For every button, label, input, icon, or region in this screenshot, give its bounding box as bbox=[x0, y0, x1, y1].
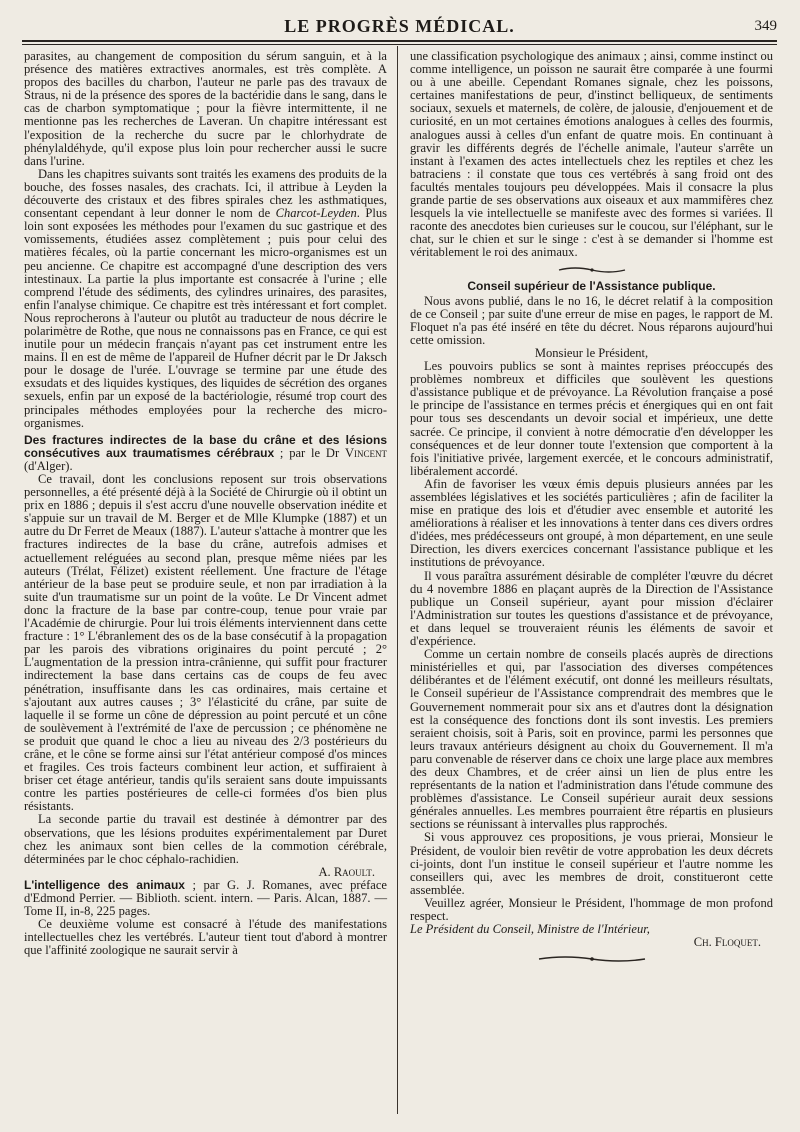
article-heading: L'intelligence des animaux ; par G. J. Romanes, avec préface d'Edmond Perrier. — Biblioth. scient. intern. — Paris. Alcan, 1887. — Tome II, in-8, 225 pages. bbox=[24, 877, 387, 919]
signature: A. Raoult. bbox=[318, 864, 375, 879]
header-rule bbox=[22, 40, 777, 45]
paragraph: Ce travail, dont les conclusions reposent sur trois observations personnelles, a été présenté déjà à la Société de Chirurgie où il obtint un prix en 1886 ; depuis il s'est accru d'une nouvelle observation inédite et s'appuie sur un travail de M. Berger et de Mlle Klumpke (1887) et un autre du Dr Ferret de Meaux (1887). L'auteur s'attache à montrer que les fractures indirectes de la base du crâne, autrefois admises et actuellement reléguées au second plan, presque même niées par les auteurs (Trélat, Félizet) existent réellement. Une fracture de l'étage antérieur de la base peut se produire seule, et non par irradiation à la suite d'un traumatisme sur un point de la voûte. Le Dr Vincent admet donc la fracture de la base par contre-coup, tenue pour vraie par l'Académie de chirurgie. Pour lui trois éléments interviennent dans cette fracture : 1° L'ébranlement des os de la base consécutif à la propagation par les parois des vibrations originaires du point percuté ; 2° L'augmentation de la pression intra-crânienne, qui suffit pour fracturer indirectement la base dans certains cas de coups de feu avec pénétration, insuffisante dans les cas ordinaires, mais certaine et s'ajoutant aux autres causes ; 3° l'élasticité du crâne, par suite de laquelle il se forme un cône de dépression au point percuté et un cône de soulèvement à l'extrémité de l'axe de percussion ; ce phénomène ne se produit que quand le choc a lieu au niveau des 2/3 postérieurs du crâne, et le cône se forme ainsi sur l'état antérieur composé d'os minces et fragiles. Ces trois facteurs combinent leur action, et suffiraient à briser cet étage antérieur, tandis qu'ils seraient sans doute impuissants contre les parties postérieures de celle-ci formées d'os bien plus résistants. bbox=[24, 472, 388, 814]
paragraph: parasites, au changement de composition du sérum sanguin, et à la présence des matières extractives anormales, est très complète. A propos des bacilles du charbon, l'auteur ne parle pas des travaux de Straus, ni de la présence des spores de la bactéridie dans le sang, dans le cas de charbon symptomatique ; pour la fièvre intermittente, il ne mentionne pas les recherches de Laveran. Un chapitre intéressant est l'exposition de la recherche du sucre par le chlorhydrate de phénylaldéhyde, qu'il expose plus loin pour rechercher aussi le sucre dans l'urine. bbox=[24, 49, 387, 168]
left-column bbox=[24, 50, 387, 957]
paragraph: Ce deuxième volume est consacré à l'étude des manifestations intellectuelles chez les vertébrés. L'auteur tient tout d'abord à montrer que l'affinité zoologique ne saurait servir à bbox=[24, 917, 387, 958]
paragraph: Comme un certain nombre de conseils placés auprès de directions ministérielles et qui, par l'association des diverses compétences délibérantes et de l'élément exécutif, ont donné les meilleurs résultats, le Conseil supérieur de l'Assistance comprendrait des membres que le Gouvernement nommerait pour six ans et d'autres dont la désignation est la conséquence des fonctions dont ils sont investis. Les premiers seraient choisis, soit à Paris, soit en province, parmi les personnes que leurs travaux antérieurs désignent au choix du Gouvernement. Il m'a paru convenable de réserver dans ce choix une large place aux membres des deux Chambres, et de créer ainsi un lien de plus entre les représentants de la nation et l'administration dans l'étude commune des problèmes d'assistance. Le Conseil supérieur aurait deux sessions générales annuelles. Les membres pourraient être répartis en plusieurs sections se réunissant à intervalles plus rapprochés. bbox=[410, 647, 773, 832]
paragraph: Dans les chapitres suivants sont traités les examens des produits de la bouche, des fosses nasales, des crachats. Ici, il attribue à Leyden la découverte des cristaux et des fibres spirales chez les asthmatiques, consentant cependant à leur donner le nom de Charcot-Leyden. Plus loin sont exposées les méthodes pour l'examen du suc gastrique et des vomissements, étudiées assez complètement ; puis pour celui des matières fécales, où la partie concernant les micro-organismes est un peu ancienne. Ce chapitre est accompagné d'une description des vers intestinaux. La partie la plus importante est consacrée à l'urine ; elle comprend l'étude des sédiments, des cylindres urinaires, des parasites, enfin l'analyse chimique. Ce chapitre est très intéressant et fort complet. Nous reprocherons à l'auteur ou plutôt au traducteur de nous décrire le polarimètre de Rothe, que nous ne connaissons pas en France, ce qui est inutile pour un médecin français n'ayant pas cet instrument entre les mains. Il en est de même de l'appareil de Hufner décrit par le Dr Jaksch pour le dosage de l'urée. L'ouvrage se termine par une étude des exsudats et des liquides kystiques, des liquides de sécrétion des organes sexuels, enfin par un exposé de la bactériologie, résumé trop court des principales méthodes employées pour la recherche des micro-organismes. bbox=[24, 166, 387, 430]
closing-title: Le Président du Conseil, Ministre de l'Intérieur, bbox=[410, 922, 650, 937]
paragraph: Il vous paraîtra assurément désirable de compléter l'œuvre du décret du 4 novembre 1886 en plaçant auprès de la Direction de l'Assistance publique un Conseil supérieur, ayant pour mission d'éclairer l'Administration sur toutes les questions d'assistance et de prévoyance, et dans lequel se trouveraient réunis les éléments de savoir et d'expérience. bbox=[410, 568, 773, 649]
page-number: 349 bbox=[754, 18, 777, 34]
author-name: Vincent bbox=[344, 445, 388, 460]
salutation: Monsieur le Président, bbox=[534, 345, 649, 360]
right-column bbox=[410, 50, 773, 969]
ornament-divider bbox=[537, 955, 647, 963]
section-title: Conseil supérieur de l'Assistance publique. bbox=[467, 278, 716, 293]
column-divider bbox=[397, 46, 398, 1114]
signature: Ch. Floquet. bbox=[693, 935, 761, 950]
paragraph: une classification psychologique des animaux ; ainsi, comme instinct ou comme intelligence, un poisson ne saurait être comparée à une fourmi ou à une abeille. Cependant Romanes signale, chez les poissons, certaines manifestations de peur, d'instinct belliqueux, de sentiments sociaux, sexuels et maternels, de colère, de jalousie, d'enjouement et de curiosité, en un mot certaines émotions analogues à celles des fourmis, analogues aussi à celles d'un enfant de quatre mois. En continuant à gravir les différents degrés de l'échelle animale, l'auteur s'arrête un instant à l'examen des actes intellectuels chez les reptiles et chez les batraciens : il constate que tous ces vertébrés à sang froid ont des facultés mentales toujours peu développées. Mais il consacre la plus grande partie de ses observations aux oiseaux et aux mammifères chez lesquels la vie intellectuelle se manifeste avec des formes si variées. Il raconte des anecdotes bien curieuses sur le coucou, sur l'éléphant, sur le chat, sur le chien et sur le singe : c'est à se demander si l'homme est véritablement le roi des animaux. bbox=[410, 49, 773, 260]
paragraph: Si vous approuvez ces propositions, je vous prierai, Monsieur le Président, de vouloir bien revêtir de votre approbation les deux décrets ci-joints, dont l'un institue le conseil supérieur et l'autre nomme les conseillers qui, avec les membres de droit, constitueront cette assemblée. bbox=[410, 830, 773, 897]
paragraph: Afin de favoriser les vœux émis depuis plusieurs années par les assemblées législatives et les sociétés particulières ; afin de faciliter la mise en pratique des lois et d'étudier avec ensemble et autorité les améliorations à réaliser et les innovations à tenter dans ces divers ordres d'idées, mes prédécesseurs ont groupé, à mon département, en une seule Direction, les divers exercices concernant l'assistance publique et les institutions de prévoyance. bbox=[410, 476, 773, 570]
article-heading: Des fractures indirectes de la base du crâne et des lésions consécutives aux traumatismes cérébraux ; par le Dr Vincent (d'Alger). bbox=[24, 432, 388, 473]
article-title: Des fractures indirectes de la base du crâne et des lésions consécutives aux traumatismes cérébraux bbox=[24, 432, 387, 460]
paragraph: La seconde partie du travail est destinée à démontrer par des observations, que les lésions produites expérimentalement par Duret chez les animaux sont bien celles de la commotion cérébrale, déterminées par le choc céphalo-rachidien. bbox=[24, 812, 387, 866]
paragraph: Nous avons publié, dans le no 16, le décret relatif à la composition de ce Conseil ; par suite d'une erreur de mise en pages, le rapport de M. Floquet n'a pas été inséré en tête du décret. Nous réparons aujourd'hui cette omission. bbox=[410, 293, 773, 347]
article-title: L'intelligence des animaux bbox=[24, 877, 185, 892]
ornament-divider bbox=[557, 266, 627, 274]
journal-title: LE PROGRÈS MÉDICAL. bbox=[284, 16, 515, 36]
paragraph: Les pouvoirs publics se sont à maintes reprises préoccupés des problèmes nombreux et difficiles que soulèvent les questions d'assistance publique et de prévoyance. La Révolution française a posé le principe de l'assistance en termes précis et énergiques qui en ont fait pour tous ses descendants un devoir social et impérieux, une dette sacrée. Ce principe, il convient à notre démocratie d'en développer les conséquences et de leur donner toute l'extension que comportent à la fois l'initiative privée, largement exercée, et le concours administratif, libéralement accordé. bbox=[410, 359, 773, 478]
paragraph: Veuillez agréer, Monsieur le Président, l'hommage de mon profond respect. bbox=[410, 895, 773, 923]
